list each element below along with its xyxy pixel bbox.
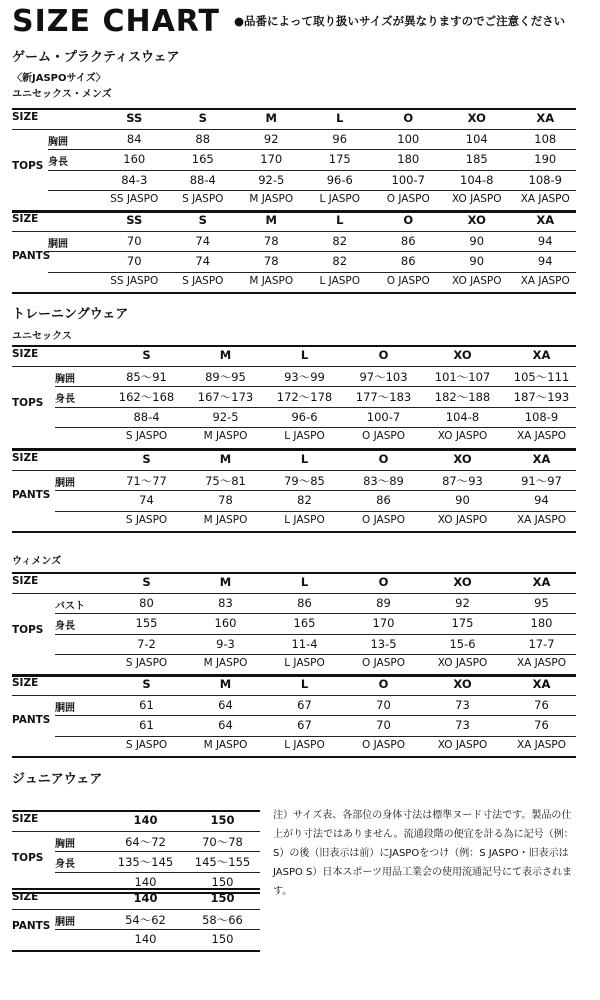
size-header-cell: S: [142, 348, 151, 362]
table-cell: 90: [469, 254, 485, 268]
table-cell: 54〜62: [125, 912, 166, 927]
table-cell: 88-4: [133, 409, 160, 424]
table-cell: 104-8: [460, 172, 494, 187]
category-label: TOPS: [12, 160, 44, 172]
table-cell: 100-7: [391, 172, 425, 187]
section-title-game: ゲーム・プラクティスウェア: [12, 50, 180, 65]
measure-label: 身長: [48, 157, 68, 168]
table-cell: 82: [332, 233, 348, 248]
size-header-cell: L: [300, 348, 309, 362]
size-header-cell: XO: [453, 677, 472, 691]
size-header-cell: S: [142, 575, 151, 589]
table-cell: XA JASPO: [520, 193, 570, 205]
measure-label: 身長: [55, 621, 75, 632]
table-cell: O JASPO: [362, 657, 405, 669]
table-bottom-border: [12, 950, 260, 952]
footnote: 注）サイズ表、各部位の身体寸法は標準ヌード寸法です。製品の仕上がり寸法ではありません。流通段階の便宜を計る為に記号（例：S）の後（旧表示は前）にJASPOをつけ（例：S JASPO・旧表示はJASPO S）日本スポーツ用品工業会の使用流通記号にて表示されます。: [273, 810, 574, 897]
table-cell: 82: [297, 493, 312, 507]
table-cell: 145〜155: [194, 855, 251, 869]
row-divider: [55, 490, 576, 491]
size-header-label: SIZE: [12, 575, 39, 587]
table-cell: 82: [332, 254, 348, 268]
table-cell: 73: [455, 697, 470, 712]
table-cell: 190: [534, 152, 557, 166]
table-cell: 84-3: [121, 172, 148, 187]
size-header-cell: L: [336, 213, 344, 227]
size-table: [12, 572, 576, 679]
table-cell: 96-6: [291, 409, 318, 424]
table-cell: L JASPO: [319, 193, 361, 205]
table-cell: 135〜145: [117, 855, 174, 869]
table-cell: 67: [297, 697, 312, 712]
table-cell: 90: [455, 493, 470, 507]
size-header-cell: S: [142, 677, 151, 691]
size-header-label: SIZE: [12, 213, 39, 225]
row-divider: [55, 851, 260, 852]
size-header-cell: XA: [532, 677, 551, 691]
table-cell: 150: [211, 874, 234, 889]
table-cell: 70: [126, 233, 142, 248]
size-header-cell: O: [378, 677, 389, 691]
table-cell: L JASPO: [284, 513, 325, 526]
table-cell: 92-5: [212, 409, 239, 424]
table-cell: 162〜168: [118, 390, 175, 404]
measure-label: バスト: [55, 600, 85, 612]
table-cell: 180: [397, 152, 420, 166]
category-label: TOPS: [12, 852, 44, 864]
size-table: [12, 345, 576, 452]
category-label: PANTS: [12, 920, 51, 932]
table-cell: 185: [465, 152, 488, 166]
table-cell: 160: [214, 616, 237, 630]
table-cell: L JASPO: [284, 657, 325, 669]
size-header-cell: XO: [453, 452, 472, 466]
category-label: TOPS: [12, 397, 44, 409]
table-cell: 88-4: [189, 172, 216, 187]
table-cell: 58〜66: [202, 912, 243, 927]
measure-label: 胸囲: [55, 838, 75, 850]
measure-label: 胴囲: [48, 238, 68, 250]
table-cell: S JASPO: [125, 738, 168, 751]
table-cell: 177〜183: [355, 390, 412, 404]
size-header-label: SIZE: [12, 111, 39, 123]
table-cell: 67: [297, 718, 312, 732]
table-cell: XA JASPO: [516, 738, 567, 751]
table-cell: 165: [293, 616, 316, 630]
table-cell: 61: [139, 718, 154, 732]
table-cell: M JASPO: [203, 738, 248, 751]
size-header-label: SIZE: [12, 891, 39, 903]
header-divider: [12, 909, 260, 910]
table-cell: 94: [537, 254, 553, 268]
size-header-cell: S: [198, 111, 207, 125]
table-cell: 76: [534, 718, 549, 732]
header-divider: [12, 231, 576, 232]
table-cell: 180: [530, 616, 553, 630]
table-cell: 108-9: [528, 172, 562, 187]
table-cell: XA JASPO: [520, 274, 570, 287]
table-cell: XA JASPO: [516, 430, 567, 442]
row-divider: [55, 386, 576, 387]
table-cell: 70: [126, 254, 142, 268]
size-header-cell: 150: [210, 813, 235, 827]
category-label: TOPS: [12, 624, 44, 636]
table-cell: 175: [451, 616, 474, 630]
table-cell: M JASPO: [203, 513, 248, 526]
table-cell: XO JASPO: [437, 657, 488, 669]
category-label: PANTS: [12, 250, 51, 262]
table-cell: XA JASPO: [516, 657, 567, 669]
table-cell: L JASPO: [284, 430, 325, 442]
size-header-cell: M: [265, 213, 277, 227]
table-cell: O JASPO: [362, 738, 405, 751]
size-header-cell: O: [403, 111, 414, 125]
row-divider: [48, 272, 576, 273]
measure-label: 胸囲: [48, 136, 68, 148]
table-cell: M JASPO: [203, 430, 248, 442]
table-cell: 182〜188: [434, 390, 491, 404]
category-label: PANTS: [12, 714, 51, 726]
table-cell: 155: [135, 616, 158, 630]
row-divider: [55, 929, 260, 930]
table-cell: L JASPO: [319, 274, 361, 287]
size-table: [12, 449, 576, 535]
row-divider: [48, 251, 576, 252]
size-header-cell: XA: [532, 575, 551, 589]
table-cell: 85〜91: [126, 369, 167, 384]
size-header-cell: L: [300, 575, 309, 589]
table-cell: 86: [400, 254, 416, 268]
subsection-womens: ウィメンズ: [12, 556, 62, 567]
table-cell: 187〜193: [513, 390, 570, 404]
table-cell: SS JASPO: [110, 274, 159, 287]
subsection-unisex: ユニセックス: [12, 331, 72, 342]
table-cell: 91〜97: [521, 473, 562, 488]
table-cell: 64: [218, 718, 233, 732]
table-cell: 11-4: [291, 636, 318, 651]
category-label: PANTS: [12, 489, 51, 501]
table-cell: 95: [534, 595, 549, 610]
table-cell: 170: [260, 152, 283, 166]
table-cell: S JASPO: [182, 274, 224, 287]
table-cell: XO JASPO: [437, 513, 488, 526]
table-cell: 70〜78: [202, 834, 243, 849]
table-cell: 17-7: [528, 636, 555, 651]
header-divider: [12, 470, 576, 471]
size-header-cell: O: [378, 575, 389, 589]
table-cell: 92-5: [258, 172, 285, 187]
table-cell: 100: [397, 131, 420, 146]
table-cell: 86: [376, 493, 391, 507]
table-cell: 13-5: [370, 636, 397, 651]
table-cell: 76: [534, 697, 549, 712]
size-header-cell: 140: [133, 813, 158, 827]
table-cell: 74: [139, 493, 154, 507]
size-header-cell: M: [219, 348, 232, 362]
table-cell: 83〜89: [363, 473, 404, 488]
table-cell: 70: [376, 718, 391, 732]
measure-label: 身長: [55, 394, 75, 405]
row-divider: [55, 634, 576, 635]
size-header-cell: XA: [532, 452, 551, 466]
table-cell: 94: [537, 233, 553, 248]
table-cell: 170: [372, 616, 395, 630]
table-bottom-border: [12, 531, 576, 533]
table-cell: 73: [455, 718, 470, 732]
table-cell: 88: [195, 131, 211, 146]
subsection-unisex-mens: ユニセックス・メンズ: [12, 89, 112, 100]
size-header-cell: SS: [126, 213, 143, 227]
table-cell: 105〜111: [513, 369, 570, 384]
table-cell: O JASPO: [386, 193, 430, 205]
table-cell: SS JASPO: [110, 193, 159, 205]
table-cell: O JASPO: [386, 274, 430, 287]
table-cell: L JASPO: [284, 738, 325, 751]
table-cell: M JASPO: [203, 657, 248, 669]
table-cell: 64: [218, 697, 233, 712]
table-cell: 86: [297, 595, 312, 610]
table-cell: 167〜173: [197, 390, 254, 404]
table-cell: 75〜81: [205, 473, 246, 488]
table-top-border: [12, 572, 576, 574]
table-cell: 78: [263, 233, 279, 248]
size-header-cell: XO: [453, 348, 472, 362]
table-cell: M JASPO: [249, 274, 294, 287]
table-cell: 74: [195, 254, 211, 268]
size-header-cell: 150: [210, 891, 235, 905]
table-cell: 84: [126, 131, 142, 146]
measure-label: 胴囲: [55, 702, 75, 714]
table-cell: XA JASPO: [516, 513, 567, 526]
table-cell: 9-3: [216, 636, 235, 651]
size-header-cell: S: [198, 213, 207, 227]
section-title-training: トレーニングウェア: [12, 307, 129, 322]
table-cell: S JASPO: [125, 430, 168, 442]
measure-label: 胸囲: [55, 373, 75, 385]
table-cell: 108-9: [524, 409, 559, 424]
table-cell: 90: [469, 233, 485, 248]
table-cell: 86: [400, 233, 416, 248]
table-bottom-border: [12, 292, 576, 294]
table-cell: S JASPO: [125, 657, 168, 669]
table-cell: 100-7: [366, 409, 401, 424]
section-title-junior: ジュニアウェア: [12, 772, 103, 787]
table-cell: XO JASPO: [452, 193, 502, 205]
size-header-cell: M: [219, 452, 232, 466]
table-cell: 64〜72: [125, 834, 166, 849]
table-cell: 78: [218, 493, 233, 507]
size-header-cell: XA: [532, 348, 551, 362]
table-top-border: [12, 674, 576, 676]
table-cell: 83: [218, 595, 233, 610]
table-cell: 93〜99: [284, 369, 325, 384]
table-cell: 89: [376, 595, 391, 610]
row-divider: [55, 654, 576, 655]
size-header-cell: O: [378, 452, 389, 466]
table-cell: 92: [455, 595, 470, 610]
size-header-label: SIZE: [12, 452, 39, 464]
table-cell: 108: [534, 131, 557, 146]
table-top-border: [12, 108, 576, 110]
table-cell: 74: [195, 233, 211, 248]
table-cell: 94: [534, 493, 549, 507]
size-table: [12, 674, 576, 760]
table-cell: M JASPO: [249, 193, 294, 205]
table-cell: 140: [134, 874, 157, 889]
table-cell: 165: [191, 152, 214, 166]
measure-label: 胴囲: [55, 477, 75, 489]
header-divider: [12, 593, 576, 594]
table-cell: XO JASPO: [452, 274, 502, 287]
page-title: SIZE CHART: [12, 4, 221, 39]
jaspo-note: 〈新JASPOサイズ〉: [12, 73, 106, 84]
size-header-cell: M: [265, 111, 277, 125]
measure-label: 胴囲: [55, 916, 75, 928]
size-header-label: SIZE: [12, 813, 39, 825]
table-cell: 101〜107: [434, 369, 491, 384]
table-cell: S JASPO: [182, 193, 224, 205]
row-divider: [48, 149, 576, 150]
row-divider: [48, 190, 576, 191]
table-cell: 71〜77: [126, 473, 167, 488]
measure-label: 身長: [55, 859, 75, 870]
table-cell: 150: [211, 932, 234, 946]
size-table: [12, 810, 260, 896]
size-header-label: SIZE: [12, 677, 39, 689]
table-cell: 104-8: [445, 409, 480, 424]
table-cell: 140: [134, 932, 157, 946]
row-divider: [55, 613, 576, 614]
table-cell: 160: [123, 152, 146, 166]
table-cell: 96: [332, 131, 348, 146]
row-divider: [55, 872, 260, 873]
size-header-cell: L: [300, 452, 309, 466]
row-divider: [55, 511, 576, 512]
table-cell: 175: [328, 152, 351, 166]
size-header-cell: XA: [536, 111, 555, 125]
header-divider: [12, 129, 576, 130]
size-header-cell: L: [336, 111, 344, 125]
table-top-border: [12, 345, 576, 347]
table-cell: 89〜95: [205, 369, 246, 384]
row-divider: [48, 170, 576, 171]
row-divider: [55, 715, 576, 716]
size-header-cell: O: [403, 213, 414, 227]
table-cell: 97〜103: [359, 369, 408, 384]
table-cell: 78: [263, 254, 279, 268]
size-header-cell: SS: [126, 111, 143, 125]
table-cell: 87〜93: [442, 473, 483, 488]
size-header-cell: M: [219, 575, 232, 589]
table-cell: 104: [465, 131, 488, 146]
header-divider: [12, 831, 260, 832]
size-table: [12, 108, 576, 215]
table-top-border: [12, 210, 576, 212]
table-cell: 79〜85: [284, 473, 325, 488]
table-cell: 92: [263, 131, 279, 146]
size-header-cell: S: [142, 452, 151, 466]
size-header-cell: XO: [467, 213, 486, 227]
row-divider: [55, 427, 576, 428]
table-top-border: [12, 888, 260, 890]
row-divider: [55, 736, 576, 737]
header-divider: [12, 695, 576, 696]
header-divider: [12, 366, 576, 367]
caution-note: ●品番によって取り扱いサイズが異なりますのでご注意ください: [234, 14, 566, 28]
size-header-cell: L: [300, 677, 309, 691]
table-cell: XO JASPO: [437, 738, 488, 751]
size-header-label: SIZE: [12, 348, 39, 360]
size-header-cell: XA: [536, 213, 555, 227]
table-cell: 7-2: [137, 636, 156, 651]
header: [12, 4, 592, 38]
size-header-cell: 140: [133, 891, 158, 905]
size-header-cell: XO: [453, 575, 472, 589]
table-cell: XO JASPO: [437, 430, 488, 442]
table-cell: S JASPO: [125, 513, 168, 526]
table-cell: 70: [376, 697, 391, 712]
size-table: [12, 888, 260, 954]
size-header-cell: M: [219, 677, 232, 691]
table-top-border: [12, 449, 576, 451]
row-divider: [55, 407, 576, 408]
size-header-cell: O: [378, 348, 389, 362]
table-bottom-border: [12, 756, 576, 758]
table-top-border: [12, 810, 260, 812]
table-cell: O JASPO: [362, 513, 405, 526]
size-table: [12, 210, 576, 296]
table-cell: O JASPO: [362, 430, 405, 442]
table-cell: 80: [139, 595, 154, 610]
table-cell: 61: [139, 697, 154, 712]
table-cell: 96-6: [326, 172, 353, 187]
table-cell: 15-6: [449, 636, 476, 651]
size-header-cell: XO: [467, 111, 486, 125]
table-cell: 172〜178: [276, 390, 333, 404]
